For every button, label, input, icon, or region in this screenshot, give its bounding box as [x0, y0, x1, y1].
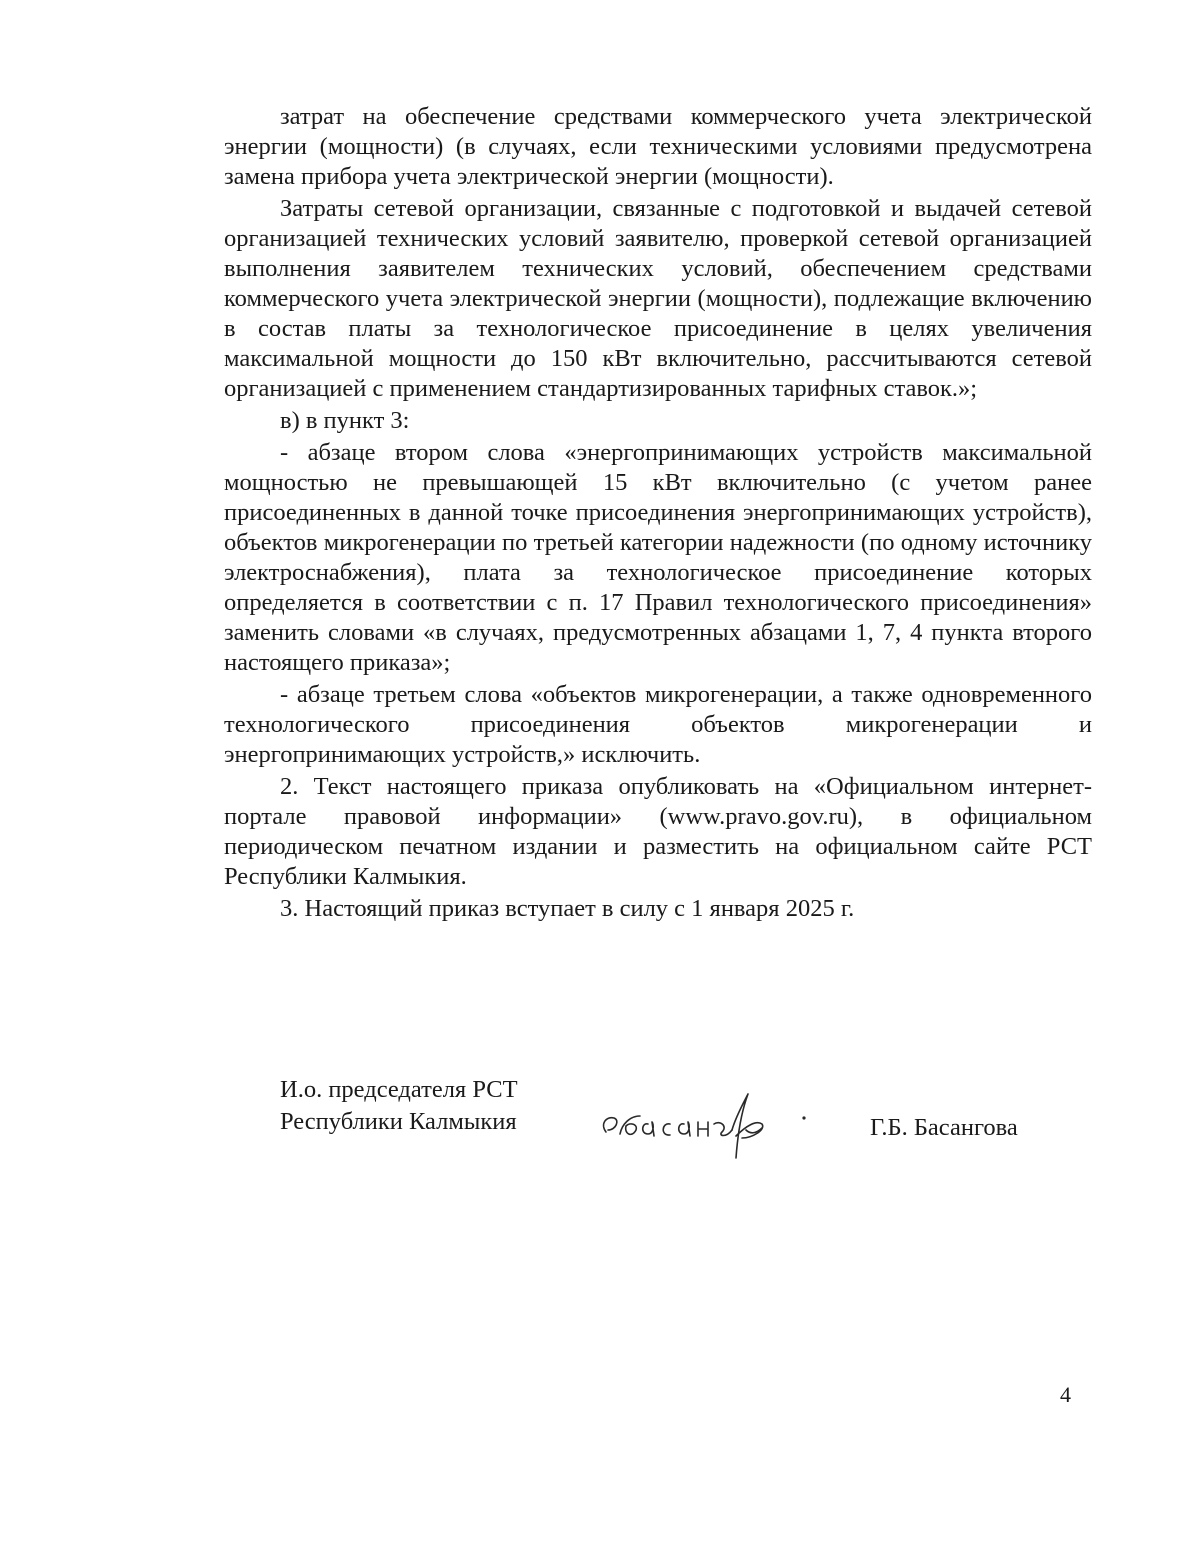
signatory-title	[280, 1074, 580, 1138]
paragraph-cost-continuation: затрат на обеспечение средствами коммерческого учета электрической энергии (мощности) (в случаях, если техническими условиями предусмотрена замена прибора учета электрической энергии (мощности).	[224, 103, 1092, 190]
signature-block	[280, 1074, 1040, 1184]
page-number: 4	[1060, 1382, 1071, 1407]
document-body	[224, 102, 1092, 924]
paragraph-second-abzac-change: - абзаце втором слова «энергопринимающих устройств максимальной мощностью не превышающей 15 кВт включительно (с учетом ранее присоединенных в данной точке присоединения энергопринимающих устройств), объектов микрогенерации по третьей категории надежности (по одному источнику электроснабжения), плата за технологическое присоединение которых определяется в соответствии с п. 17 Правил технологического присоединения» заменить словами «в случаях, предусмотренных абзацами 1, 7, 4 пункта второго настоящего приказа»;	[224, 439, 1092, 676]
paragraph-effective-date: 3. Настоящий приказ вступает в силу с 1 января 2025 г.	[280, 895, 855, 922]
paragraph-third-abzac-change: - абзаце третьем слова «объектов микрогенерации, а также одновременного технологического присоединения объектов микрогенерации и энергопринимающих устройств,» исключить.	[224, 681, 1092, 768]
signatory-title-line-2: Республики Калмыкия	[280, 1108, 517, 1135]
paragraph-publication: 2. Текст настоящего приказа опубликовать на «Официальном интернет-портале правовой информации» (www.pravo.gov.ru), в официальном периодическом печатном издании и разместить на официальном сайте РСТ Республики Калмыкия.	[224, 773, 1092, 890]
paragraph-network-costs: Затраты сетевой организации, связанные с подготовкой и выдачей сетевой организацией технических условий заявителю, проверкой сетевой организацией выполнения заявителем технических условий, обеспечением средствами коммерческого учета электрической энергии (мощности), подлежащие включению в состав платы за технологическое присоединение в целях увеличения максимальной мощности до 150 кВт включительно, рассчитываются сетевой организацией с применением стандартизированных тарифных ставок.»;	[224, 195, 1092, 402]
signatory-name: Г.Б. Басангова	[870, 1114, 1018, 1141]
handwritten-signature	[596, 1080, 826, 1160]
signatory-title-line-1: И.о. председателя РСТ	[280, 1076, 518, 1103]
paragraph-point-3-heading: в) в пункт 3:	[280, 407, 410, 434]
